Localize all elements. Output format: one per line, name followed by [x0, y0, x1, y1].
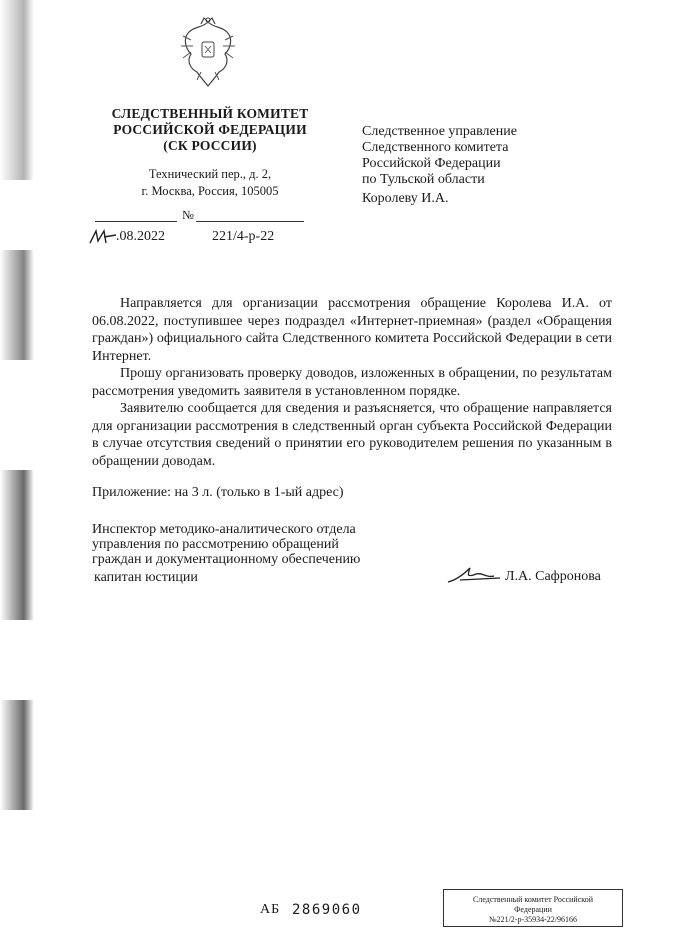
recipient-block	[362, 124, 622, 188]
position-line: управления по рассмотрению обращений	[92, 537, 339, 552]
scan-edge-mark	[0, 0, 34, 180]
recipient-line: по Тульской области	[362, 172, 485, 187]
handwritten-day-mark	[88, 229, 118, 245]
registration-date: .08.2022	[116, 229, 165, 244]
stamp-line: Федерации	[514, 905, 552, 914]
signer-position	[92, 522, 412, 567]
registration-stamp	[443, 889, 623, 927]
org-line: РОССИЙСКОЙ ФЕДЕРАЦИИ	[113, 122, 307, 137]
recipient-line: Следственное управление	[362, 124, 517, 139]
scan-edge-mark	[0, 250, 34, 360]
address-line: г. Москва, Россия, 105005	[141, 184, 279, 198]
org-line: (СК РОССИИ)	[163, 138, 257, 153]
letter-body	[92, 295, 612, 470]
attachment-note: Приложение: на 3 л. (только в 1-ый адрес)	[92, 485, 344, 500]
address-line: Технический пер., д. 2,	[148, 167, 272, 181]
recipient-line: Следственного комитета	[362, 140, 509, 155]
coat-of-arms-emblem-icon	[177, 16, 239, 90]
issuing-organization	[100, 106, 320, 154]
stamp-line: Следственный комитет Российской	[472, 895, 594, 904]
body-paragraph: Прошу организовать проверку доводов, изложенных в обращении, по результатам рассмотрения уведомить заявителя в установленном порядке.	[92, 366, 612, 399]
form-serial-prefix: АБ	[260, 902, 281, 917]
position-line: граждан и документационному обеспечению	[92, 552, 361, 567]
body-paragraph: Направляется для организации рассмотрения обращение Королева И.А. от 06.08.2022, поступившее через подраздел «Интернет-приемная» (раздел «Обращения граждан») официального сайта Следственного комитета Российской Федерации в сети Интернет.	[92, 296, 612, 364]
org-line: СЛЕДСТВЕННЫЙ КОМИТЕТ	[111, 106, 309, 121]
body-paragraph: Заявителю сообщается для сведения и разъясняется, что обращение направляется для организации рассмотрения в следственный орган субъекта Российской Федерации в случае отсутствия сведений о принятии его руководителем решения по указанным в обращении доводам.	[92, 401, 612, 469]
reg-number-label: №	[182, 208, 194, 222]
signer-name: Л.А. Сафронова	[505, 569, 601, 584]
form-serial-number: 2869060	[292, 902, 362, 918]
position-line: Инспектор методико-аналитического отдела	[92, 522, 356, 537]
signer-rank: капитан юстиции	[94, 570, 198, 585]
reg-number-line	[196, 221, 304, 222]
scan-edge-mark	[0, 700, 34, 810]
recipient-name: Королеву И.А.	[362, 191, 449, 206]
handwritten-signature-icon	[446, 564, 502, 586]
registration-number: 221/4-р-22	[212, 229, 275, 244]
reg-date-line	[95, 221, 177, 222]
org-address	[100, 166, 320, 200]
stamp-line: №221/2-р-35934-22/96166	[488, 915, 578, 924]
recipient-line: Российской Федерации	[362, 156, 501, 171]
scan-edge-mark	[0, 470, 34, 620]
